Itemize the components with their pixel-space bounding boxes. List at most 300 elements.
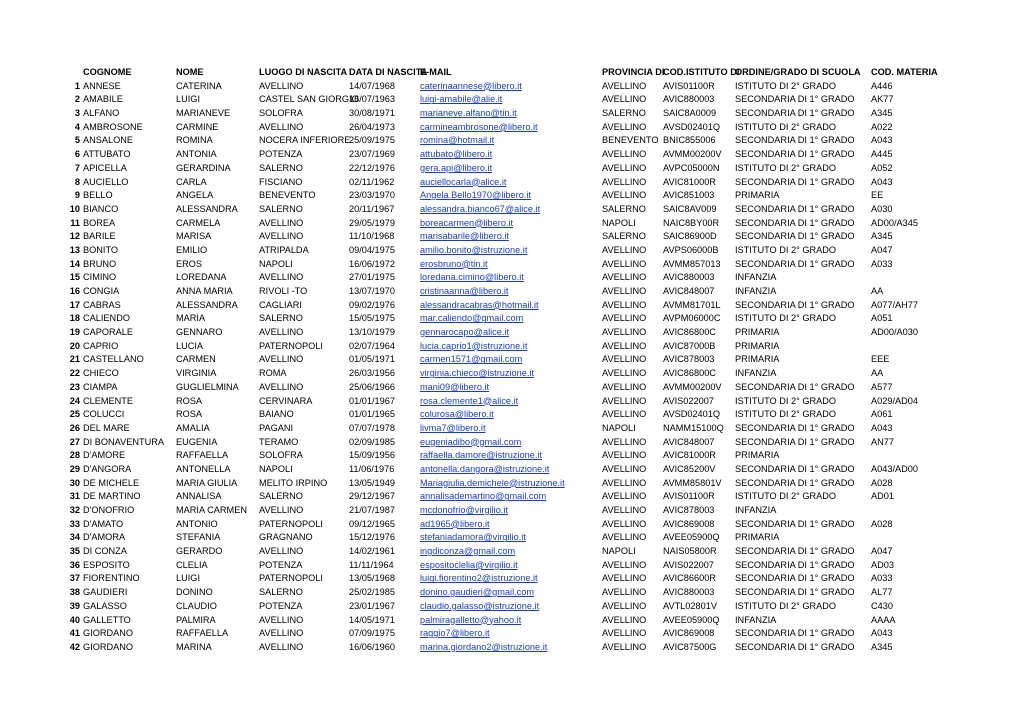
cell-nome: ANNA MARIA [176, 286, 233, 296]
cell-ordine: SECONDARIA DI 1° GRADO [735, 135, 855, 146]
cell-luogo: AVELLINO [259, 80, 304, 91]
cell-istituto: AVIC86800C [663, 327, 716, 338]
cell-istituto: AVEE05900Q [663, 614, 720, 625]
cell-istituto: AVIC869008 [663, 628, 715, 639]
row-number: 40 [69, 614, 80, 625]
cell-email[interactable]: luigi.fiorentino2@istruzione.it [420, 573, 538, 584]
cell-luogo: PATERNOPOLI [259, 573, 323, 584]
cell-data: 16/07/1963 [349, 94, 395, 105]
cell-ordine: SECONDARIA DI 1° GRADO [735, 231, 855, 242]
cell-email[interactable]: palmiragalletto@yahoo.it [420, 614, 522, 625]
cell-cognome: BELLO [83, 190, 113, 201]
cell-ordine: PRIMARIA [735, 532, 780, 543]
row-number: 4 [74, 121, 80, 132]
cell-luogo: AVELLINO [259, 121, 304, 132]
cell-provincia: SALERNO [602, 231, 646, 242]
cell-luogo: SALERNO [259, 162, 303, 173]
cell-email[interactable]: caterinaannese@libero.it [420, 80, 522, 91]
cell-data: 23/03/1970 [349, 190, 395, 201]
cell-data: 11/10/1968 [349, 231, 395, 242]
cell-luogo: POTENZA [259, 559, 303, 570]
cell-istituto: AVSD02401Q [663, 121, 721, 132]
cell-cognome: GAUDIERI [83, 587, 128, 598]
cell-cognome: DEL MARE [83, 422, 130, 433]
cell-email[interactable]: alessandracabras@hotmail.it [420, 299, 539, 310]
cell-data: 16/06/1972 [349, 258, 395, 269]
cell-materia: A061 [871, 409, 893, 420]
cell-email[interactable]: erosbruno@tin.it [420, 258, 488, 269]
cell-provincia: AVELLINO [602, 272, 647, 283]
cell-data: 14/07/1968 [349, 80, 395, 91]
cell-nome: MARINA [176, 641, 212, 652]
cell-istituto: AVIC878003 [663, 354, 715, 365]
cell-email[interactable]: stefaniadamora@virgilio.it [420, 532, 526, 543]
cell-ordine: PRIMARIA [735, 327, 780, 338]
cell-provincia: BENEVENTO [602, 135, 659, 146]
row-number: 36 [69, 559, 80, 570]
cell-materia: A047 [871, 546, 893, 557]
table-row [0, 408, 1024, 422]
cell-ordine: ISTITUTO DI 2° GRADO [735, 121, 837, 132]
row-number: 34 [69, 532, 80, 543]
cell-istituto: AVIS022007 [663, 559, 714, 570]
cell-provincia: AVELLINO [602, 313, 647, 324]
cell-cognome: GIORDANO [83, 628, 134, 639]
header-materia: COD. MATERIA [871, 67, 938, 77]
table-row [0, 230, 1024, 244]
cell-provincia: AVELLINO [602, 354, 647, 365]
cell-data: 29/05/1979 [349, 217, 395, 228]
row-number: 41 [69, 628, 80, 639]
row-number: 16 [69, 286, 80, 296]
header-cognome: COGNOME [83, 67, 132, 77]
table-row [0, 367, 1024, 381]
cell-ordine: ISTITUTO DI 2° GRADO [735, 409, 837, 420]
cell-email[interactable]: ad1965@libero.it [420, 518, 490, 529]
row-number: 42 [69, 641, 80, 652]
cell-materia: A043 [871, 422, 893, 433]
cell-data: 02/11/1962 [349, 176, 395, 187]
spreadsheet [0, 66, 1024, 655]
table-row [0, 477, 1024, 491]
cell-data: 21/07/1987 [349, 505, 395, 515]
table-row [0, 395, 1024, 409]
cell-cognome: CABRAS [83, 299, 121, 310]
cell-luogo: AVELLINO [259, 231, 304, 242]
cell-luogo: SALERNO [259, 491, 303, 502]
cell-email[interactable]: marisabarile@libero.it [420, 231, 509, 242]
cell-provincia: AVELLINO [602, 94, 647, 105]
cell-email[interactable]: claudio.galasso@istruzione.it [420, 600, 540, 611]
cell-nome: ROMINA [176, 135, 213, 146]
table-row [0, 422, 1024, 436]
cell-data: 09/04/1975 [349, 244, 395, 255]
cell-ordine: SECONDARIA DI 1° GRADO [735, 176, 855, 187]
cell-ordine: PRIMARIA [735, 450, 780, 461]
cell-istituto: AVIC880003 [663, 272, 715, 283]
cell-materia: A028 [871, 477, 893, 488]
row-number: 27 [69, 436, 80, 447]
cell-nome: LOREDANA [176, 272, 227, 283]
cell-luogo: AVELLINO [259, 628, 304, 639]
cell-provincia: AVELLINO [602, 573, 647, 584]
cell-ordine: SECONDARIA DI 1° GRADO [735, 628, 855, 639]
cell-email[interactable]: carmen1571@gmail.com [420, 354, 523, 365]
cell-email[interactable]: Mariagiulia.demichele@istruzione.it [420, 477, 565, 488]
cell-data: 07/09/1975 [349, 628, 395, 639]
cell-materia: A033 [871, 258, 893, 269]
cell-provincia: AVELLINO [602, 121, 647, 132]
cell-luogo: SALERNO [259, 313, 303, 324]
cell-istituto: AVIC851003 [663, 190, 715, 201]
table-row [0, 340, 1024, 354]
row-number: 37 [69, 573, 80, 584]
cell-istituto: NAIC8BY00R [663, 217, 720, 228]
cell-email[interactable]: rosa.clemente1@alice.it [420, 395, 519, 406]
cell-materia: AA [871, 286, 884, 296]
cell-ordine: SECONDARIA DI 1° GRADO [735, 518, 855, 529]
header-data: DATA DI NASCITA [349, 67, 428, 77]
cell-nome: PALMIRA [176, 614, 216, 625]
cell-provincia: AVELLINO [602, 587, 647, 598]
cell-ordine: ISTITUTO DI 2° GRADO [735, 313, 837, 324]
cell-nome: ANTONELLA [176, 463, 231, 474]
table-row [0, 490, 1024, 504]
table-body [0, 80, 1024, 655]
cell-email[interactable]: marianeve.alfano@tin.it [420, 108, 517, 119]
cell-istituto: AVMM00200V [663, 381, 722, 392]
table-row [0, 381, 1024, 395]
cell-email[interactable]: romina@hotmail.it [420, 135, 495, 146]
table-row [0, 134, 1024, 148]
cell-email[interactable]: raggio7@libero.it [420, 628, 490, 639]
cell-nome: DONINO [176, 587, 213, 598]
cell-email[interactable]: amilio.bonito@istruzione.it [420, 244, 528, 255]
cell-provincia: AVELLINO [602, 286, 647, 296]
cell-data: 23/07/1969 [349, 149, 395, 160]
cell-provincia: NAPOLI [602, 217, 636, 228]
cell-email[interactable]: ingdiconza@gmail.com [420, 546, 516, 557]
cell-email[interactable]: colurosa@libero.it [420, 409, 494, 420]
cell-ordine: SECONDARIA DI 1° GRADO [735, 108, 855, 119]
cell-ordine: ISTITUTO DI 2° GRADO [735, 600, 837, 611]
cell-luogo: PATERNOPOLI [259, 518, 323, 529]
row-number: 5 [74, 135, 80, 146]
cell-email[interactable]: mani09@libero.it [420, 381, 490, 392]
table-row [0, 326, 1024, 340]
cell-email[interactable]: annalisademartino@gmail.com [420, 491, 547, 502]
cell-nome: CARMEN [176, 354, 216, 365]
table-row [0, 531, 1024, 545]
cell-email[interactable]: boreacarmen@libero.it [420, 217, 514, 228]
cell-email[interactable]: marina.giordano2@istruzione.it [420, 641, 548, 652]
cell-email[interactable]: mar.caliendo@gmail.com [420, 313, 524, 324]
cell-ordine: SECONDARIA DI 1° GRADO [735, 299, 855, 310]
cell-email[interactable]: livma7@libero.it [420, 422, 486, 433]
cell-ordine: ISTITUTO DI 2° GRADO [735, 162, 837, 173]
cell-cognome: D'AMATO [83, 518, 124, 529]
header-istituto: COD.ISTITUTO DI [663, 67, 740, 77]
row-number: 33 [69, 518, 80, 529]
cell-materia: A029/AD04 [871, 395, 918, 406]
cell-luogo: ATRIPALDA [259, 244, 309, 255]
cell-provincia: AVELLINO [602, 395, 647, 406]
table-row [0, 217, 1024, 231]
row-number: 26 [69, 422, 80, 433]
row-number: 13 [69, 244, 80, 255]
row-number: 10 [69, 203, 80, 214]
cell-data: 26/03/1956 [349, 368, 395, 379]
cell-ordine: SECONDARIA DI 1° GRADO [735, 381, 855, 392]
cell-luogo: BENEVENTO [259, 190, 316, 201]
cell-ordine: SECONDARIA DI 1° GRADO [735, 203, 855, 214]
table-row [0, 93, 1024, 107]
cell-email[interactable]: loredana.cimino@libero.it [420, 272, 524, 283]
table-row [0, 176, 1024, 190]
cell-cognome: CALIENDO [83, 313, 130, 324]
cell-email[interactable]: auciellocarla@alice.it [420, 176, 507, 187]
cell-data: 01/01/1967 [349, 395, 395, 406]
cell-luogo: MELITO IRPINO [259, 477, 328, 488]
header-provincia: PROVINCIA DI [602, 67, 665, 77]
header-row [0, 66, 1024, 80]
row-number: 32 [69, 505, 80, 515]
cell-data: 13/07/1970 [349, 286, 395, 296]
table-row [0, 189, 1024, 203]
cell-nome: LUCIA [176, 340, 204, 351]
cell-data: 25/02/1985 [349, 587, 395, 598]
cell-istituto: NAMM15100Q [663, 422, 724, 433]
table-row [0, 271, 1024, 285]
cell-data: 01/01/1965 [349, 409, 395, 420]
cell-data: 02/09/1985 [349, 436, 395, 447]
cell-data: 26/04/1973 [349, 121, 395, 132]
cell-ordine: ISTITUTO DI 2° GRADO [735, 80, 837, 91]
cell-email[interactable]: eugeniadibo@gmail.com [420, 436, 522, 447]
cell-materia: A445 [871, 149, 893, 160]
cell-istituto: AVIC869008 [663, 518, 715, 529]
cell-luogo: FISCIANO [259, 176, 303, 187]
cell-provincia: AVELLINO [602, 190, 647, 201]
cell-nome: ANTONIA [176, 149, 217, 160]
cell-nome: LUIGI [176, 573, 200, 584]
cell-data: 13/05/1949 [349, 477, 395, 488]
cell-data: 25/09/1975 [349, 135, 395, 146]
cell-provincia: AVELLINO [602, 559, 647, 570]
cell-istituto: AVPS06000B [663, 244, 719, 255]
table-row [0, 559, 1024, 573]
cell-cognome: COLUCCI [83, 409, 125, 420]
cell-provincia: AVELLINO [602, 600, 647, 611]
cell-nome: CARMINE [176, 121, 219, 132]
cell-provincia: AVELLINO [602, 258, 647, 269]
cell-provincia: AVELLINO [602, 614, 647, 625]
row-number: 9 [74, 190, 80, 201]
cell-email[interactable]: cristinaanna@libero.it [420, 286, 509, 296]
header-nome: NOME [176, 67, 204, 77]
table-row [0, 504, 1024, 518]
row-number: 14 [69, 258, 80, 269]
row-number: 20 [69, 340, 80, 351]
cell-luogo: AVELLINO [259, 217, 304, 228]
cell-ordine: SECONDARIA DI 1° GRADO [735, 546, 855, 557]
cell-email[interactable]: lucia.caprio1@istruzione.it [420, 340, 528, 351]
cell-cognome: GIORDANO [83, 641, 134, 652]
cell-materia: A047 [871, 244, 893, 255]
cell-data: 14/02/1961 [349, 546, 395, 557]
row-number: 21 [69, 354, 80, 365]
table-row [0, 449, 1024, 463]
cell-email[interactable]: donino.gaudieri@gmail.com [420, 587, 535, 598]
cell-ordine: INFANZIA [735, 286, 777, 296]
cell-istituto: SAIC8A0009 [663, 108, 717, 119]
cell-luogo: AVELLINO [259, 354, 304, 365]
cell-data: 22/12/1976 [349, 162, 395, 173]
cell-ordine: SECONDARIA DI 1° GRADO [735, 463, 855, 474]
cell-luogo: NAPOLI [259, 258, 293, 269]
cell-cognome: DE MARTINO [83, 491, 141, 502]
row-number: 35 [69, 546, 80, 557]
cell-istituto: AVIC878003 [663, 505, 715, 515]
cell-istituto: SAIC86900D [663, 231, 717, 242]
cell-nome: EUGENIA [176, 436, 218, 447]
table-row [0, 244, 1024, 258]
cell-provincia: AVELLINO [602, 491, 647, 502]
cell-istituto: SAIC8AV009 [663, 203, 717, 214]
cell-email[interactable]: virginia.chieco@istruzione.it [420, 368, 535, 379]
row-number: 23 [69, 381, 80, 392]
cell-provincia: AVELLINO [602, 450, 647, 461]
cell-nome: STEFANIA [176, 532, 221, 543]
cell-cognome: ANSALONE [83, 135, 134, 146]
row-number: 2 [74, 94, 80, 105]
cell-data: 27/01/1975 [349, 272, 395, 283]
row-number: 38 [69, 587, 80, 598]
cell-cognome: APICELLA [83, 162, 127, 173]
row-number: 11 [70, 217, 80, 228]
cell-ordine: SECONDARIA DI 1° GRADO [735, 587, 855, 598]
row-number: 6 [74, 149, 80, 160]
cell-cognome: CAPORALE [83, 327, 134, 338]
cell-provincia: AVELLINO [602, 532, 647, 543]
cell-email[interactable]: attubato@libero.it [420, 149, 493, 160]
cell-ordine: SECONDARIA DI 1° GRADO [735, 559, 855, 570]
table-row [0, 258, 1024, 272]
cell-materia: A043/AD00 [871, 463, 918, 474]
cell-istituto: AVIC81000R [663, 450, 716, 461]
cell-email[interactable]: gennarocapo@alice.it [420, 327, 510, 338]
cell-ordine: SECONDARIA DI 1° GRADO [735, 422, 855, 433]
cell-email[interactable]: gera.api@libero.it [420, 162, 493, 173]
cell-data: 11/11/1964 [349, 559, 394, 570]
row-number: 30 [69, 477, 80, 488]
cell-luogo: SALERNO [259, 203, 303, 214]
cell-luogo: AVELLINO [259, 614, 304, 625]
cell-ordine: SECONDARIA DI 1° GRADO [735, 258, 855, 269]
table-row [0, 107, 1024, 121]
cell-ordine: ISTITUTO DI 2° GRADO [735, 244, 837, 255]
cell-luogo: NAPOLI [259, 463, 293, 474]
cell-ordine: INFANZIA [735, 505, 777, 515]
row-number: 31 [69, 491, 80, 502]
table-row [0, 572, 1024, 586]
cell-cognome: FIORENTINO [83, 573, 140, 584]
cell-cognome: ATTUBATO [83, 149, 131, 160]
cell-luogo: POTENZA [259, 600, 303, 611]
cell-email[interactable]: Angela.Bello1970@libero.it [420, 190, 531, 201]
cell-provincia: AVELLINO [602, 149, 647, 160]
cell-luogo: SOLOFRA [259, 108, 303, 119]
cell-email[interactable]: mcdonofrio@virgilio.it [420, 505, 508, 515]
cell-istituto: AVMM85801V [663, 477, 722, 488]
cell-email[interactable]: espositoclelia@virgilio.it [420, 559, 518, 570]
cell-luogo: AVELLINO [259, 641, 304, 652]
cell-luogo: POTENZA [259, 149, 303, 160]
cell-provincia: AVELLINO [602, 477, 647, 488]
cell-nome: ALESSANDRA [176, 299, 238, 310]
cell-cognome: ALFANO [83, 108, 120, 119]
cell-ordine: SECONDARIA DI 1° GRADO [735, 477, 855, 488]
table-row [0, 641, 1024, 655]
cell-provincia: AVELLINO [602, 463, 647, 474]
cell-nome: CARMELA [176, 217, 221, 228]
cell-email[interactable]: alessandra.bianco67@alice.it [420, 203, 541, 214]
cell-materia: AD00/A345 [871, 217, 918, 228]
cell-materia: AD01 [871, 491, 894, 502]
cell-luogo: PAGANI [259, 422, 294, 433]
cell-luogo: RIVOLI -TO [259, 286, 308, 296]
cell-email[interactable]: luigi-amabile@alie.it [420, 94, 503, 105]
cell-materia: AN77 [871, 436, 894, 447]
cell-luogo: AVELLINO [259, 381, 304, 392]
cell-cognome: DI CONZA [83, 546, 127, 557]
cell-email[interactable]: raffaella.damore@istruzione.it [420, 450, 543, 461]
row-number: 17 [69, 299, 80, 310]
table-row [0, 203, 1024, 217]
cell-data: 13/10/1979 [349, 327, 395, 338]
cell-email[interactable]: carmineambrosone@libero.it [420, 121, 538, 132]
row-number: 24 [69, 395, 80, 406]
cell-materia: A028 [871, 518, 893, 529]
table-row [0, 121, 1024, 135]
cell-cognome: CLEMENTE [83, 395, 134, 406]
header-email: E-MAIL [420, 67, 452, 77]
cell-cognome: CONGIA [83, 286, 120, 296]
table-row [0, 518, 1024, 532]
cell-nome: ROSA [176, 395, 203, 406]
cell-materia: A345 [871, 108, 893, 119]
cell-nome: GUGLIELMINA [176, 381, 239, 392]
cell-materia: EE [871, 190, 884, 201]
table-row [0, 162, 1024, 176]
cell-data: 15/12/1976 [349, 532, 395, 543]
cell-nome: ANNALISA [176, 491, 222, 502]
row-number: 29 [69, 463, 80, 474]
table-row [0, 627, 1024, 641]
cell-istituto: AVEE05900Q [663, 532, 720, 543]
cell-luogo: PATERNOPOLI [259, 340, 323, 351]
cell-nome: MARISA [176, 231, 212, 242]
cell-cognome: D'AMORA [83, 532, 126, 543]
cell-data: 16/06/1960 [349, 641, 395, 652]
cell-email[interactable]: antonella.dangora@istruzione.it [420, 463, 550, 474]
cell-istituto: AVIS01100R [663, 491, 715, 502]
row-number: 39 [69, 600, 80, 611]
table-row [0, 353, 1024, 367]
cell-istituto: AVSD02401Q [663, 409, 721, 420]
cell-data: 14/05/1971 [349, 614, 395, 625]
cell-nome: LUIGI [176, 94, 200, 105]
